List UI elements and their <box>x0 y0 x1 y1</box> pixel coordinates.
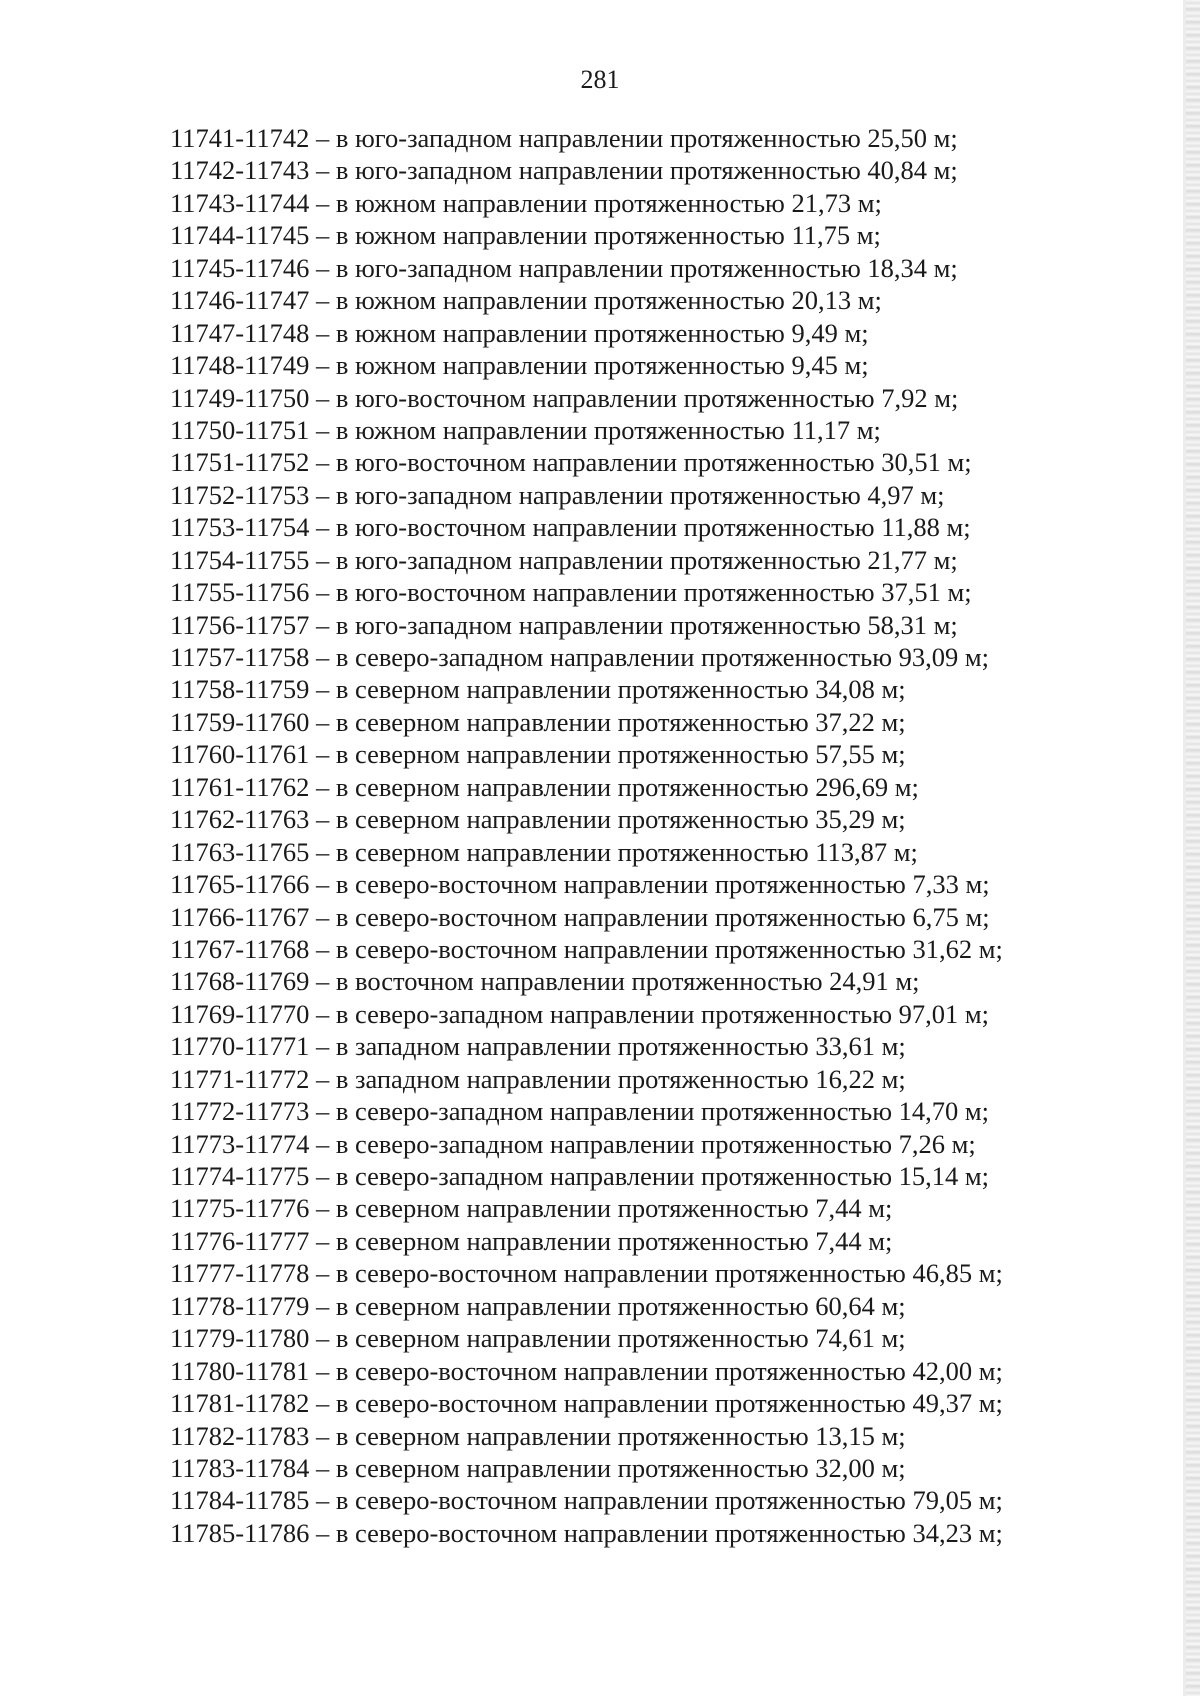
segment-id: 11742-11743 <box>170 155 310 186</box>
segment-id: 11771-11772 <box>170 1063 310 1094</box>
segment-id: 11750-11751 <box>170 414 310 445</box>
segment-description: в северном направлении протяженностью 113,87 м; <box>335 836 918 867</box>
dash-separator: – <box>309 642 336 672</box>
list-item <box>170 252 1003 284</box>
segment-id: 11749-11750 <box>170 382 310 413</box>
list-item <box>170 673 1003 705</box>
dash-separator: – <box>309 933 336 964</box>
segment-id: 11782-11783 <box>170 1420 310 1451</box>
segment-id: 11748-11749 <box>170 350 310 381</box>
segment-description: в северо-восточном направлении протяженностью 34,23 м; <box>335 1517 1003 1548</box>
segment-description: в северо-западном направлении протяженностью 15,14 м; <box>335 1161 990 1191</box>
dash-separator: – <box>309 609 336 640</box>
list-item <box>170 349 1003 381</box>
segment-id: 11778-11779 <box>170 1290 310 1321</box>
boundary-description-list <box>170 122 1003 1549</box>
segment-id: 11759-11760 <box>170 706 310 737</box>
dash-separator: – <box>309 966 336 997</box>
segment-description: в юго-западном направлении протяженностью 21,77 м; <box>335 544 958 575</box>
segment-description: в северо-западном направлении протяженностью 14,70 м; <box>335 1096 990 1127</box>
segment-description: в северо-западном направлении протяженностью 7,26 м; <box>335 1128 976 1159</box>
dash-separator: – <box>309 1388 336 1419</box>
segment-id: 11784-11785 <box>170 1485 310 1516</box>
list-item <box>170 1257 1003 1289</box>
dash-separator: – <box>309 1290 336 1321</box>
list-item <box>170 1128 1003 1160</box>
segment-description: в южном направлении протяженностью 21,73 м; <box>335 187 882 218</box>
segment-id: 11747-11748 <box>170 317 310 348</box>
list-item <box>170 479 1003 511</box>
list-item <box>170 868 1003 900</box>
list-item <box>170 122 1003 154</box>
segment-description: в северо-восточном направлении протяженностью 7,33 м; <box>335 869 990 900</box>
list-item <box>170 771 1003 803</box>
segment-description: в юго-западном направлении протяженностью 58,31 м; <box>335 609 958 640</box>
segment-description: в юго-восточном направлении протяженностью 7,92 м; <box>335 382 959 413</box>
dash-separator: – <box>309 187 336 218</box>
segment-id: 11746-11747 <box>170 285 310 316</box>
segment-description: в северо-восточном направлении протяженностью 46,85 м; <box>335 1258 1003 1289</box>
segment-description: в юго-восточном направлении протяженностью 37,51 м; <box>335 577 972 608</box>
dash-separator: – <box>309 252 336 283</box>
dash-separator: – <box>309 901 336 932</box>
list-item <box>170 382 1003 414</box>
segment-id: 11752-11753 <box>170 479 310 510</box>
segment-description: в северном направлении протяженностью 35,29 м; <box>335 804 906 835</box>
segment-id: 11785-11786 <box>170 1517 310 1548</box>
list-item <box>170 836 1003 868</box>
list-item <box>170 1387 1003 1419</box>
segment-description: в южном направлении протяженностью 11,75 м; <box>335 220 881 251</box>
segment-id: 11783-11784 <box>170 1452 310 1483</box>
dash-separator: – <box>309 998 336 1029</box>
list-item <box>170 1517 1003 1549</box>
segment-id: 11753-11754 <box>170 512 310 543</box>
list-item <box>170 544 1003 576</box>
dash-separator: – <box>309 1063 336 1094</box>
list-item <box>170 154 1003 186</box>
dash-separator: – <box>309 869 336 900</box>
list-item <box>170 1030 1003 1062</box>
segment-description: в северном направлении протяженностью 13,15 м; <box>335 1420 906 1451</box>
list-item <box>170 609 1003 641</box>
segment-description: в северном направлении протяженностью 37,22 м; <box>335 706 906 737</box>
dash-separator: – <box>309 1355 336 1386</box>
dash-separator: – <box>309 479 336 510</box>
segment-description: в восточном направлении протяженностью 24,91 м; <box>335 966 920 997</box>
segment-description: в юго-восточном направлении протяженностью 11,88 м; <box>335 512 971 543</box>
dash-separator: – <box>309 512 336 543</box>
segment-description: в южном направлении протяженностью 9,45 м; <box>335 350 869 381</box>
dash-separator: – <box>309 836 336 867</box>
list-item <box>170 219 1003 251</box>
segment-id: 11762-11763 <box>170 804 310 835</box>
segment-id: 11751-11752 <box>170 447 310 478</box>
dash-separator: – <box>309 1517 336 1548</box>
segment-description: в северном направлении протяженностью 60,64 м; <box>335 1290 906 1321</box>
segment-description: в северном направлении протяженностью 32,00 м; <box>335 1452 906 1483</box>
list-item <box>170 1355 1003 1387</box>
scan-edge <box>1186 0 1200 1696</box>
list-item <box>170 1420 1003 1452</box>
segment-description: в южном направлении протяженностью 9,49 м; <box>335 317 869 348</box>
segment-id: 11769-11770 <box>170 998 310 1029</box>
list-item <box>170 1095 1003 1127</box>
list-item <box>170 511 1003 543</box>
segment-id: 11763-11765 <box>170 836 310 867</box>
segment-id: 11767-11768 <box>170 933 310 964</box>
dash-separator: – <box>309 1485 336 1516</box>
dash-separator: – <box>309 447 336 478</box>
segment-description: в северо-восточном направлении протяженностью 49,37 м; <box>335 1388 1003 1419</box>
segment-id: 11770-11771 <box>170 1031 310 1062</box>
dash-separator: – <box>309 1031 336 1062</box>
segment-description: в северном направлении протяженностью 57,55 м; <box>335 739 906 770</box>
list-item <box>170 1452 1003 1484</box>
dash-separator: – <box>309 414 336 445</box>
list-item <box>170 738 1003 770</box>
page-number: 281 <box>580 65 620 94</box>
dash-separator: – <box>309 285 336 316</box>
segment-description: в южном направлении протяженностью 20,13 м; <box>335 285 882 316</box>
segment-id: 11756-11757 <box>170 609 310 640</box>
dash-separator: – <box>309 1258 336 1289</box>
segment-description: в северо-восточном направлении протяженностью 42,00 м; <box>335 1355 1003 1386</box>
segment-description: в юго-западном направлении протяженностью 25,50 м; <box>335 123 958 153</box>
list-item <box>170 998 1003 1030</box>
dash-separator: – <box>309 1225 336 1256</box>
dash-separator: – <box>309 706 336 737</box>
dash-separator: – <box>309 577 336 608</box>
segment-id: 11765-11766 <box>170 869 310 900</box>
segment-id: 11760-11761 <box>170 739 310 770</box>
dash-separator: – <box>309 739 336 770</box>
dash-separator: – <box>309 1161 336 1191</box>
segment-description: в западном направлении протяженностью 33,61 м; <box>335 1031 906 1062</box>
segment-id: 11768-11769 <box>170 966 310 997</box>
dash-separator: – <box>309 804 336 835</box>
segment-id: 11779-11780 <box>170 1323 310 1354</box>
list-item <box>170 901 1003 933</box>
dash-separator: – <box>309 350 336 381</box>
list-item <box>170 1160 1003 1192</box>
segment-id: 11745-11746 <box>170 252 310 283</box>
list-item <box>170 284 1003 316</box>
dash-separator: – <box>309 1323 336 1354</box>
list-item <box>170 803 1003 835</box>
list-item <box>170 446 1003 478</box>
segment-description: в северном направлении протяженностью 7,44 м; <box>335 1193 893 1224</box>
segment-description: в северо-западном направлении протяженностью 97,01 м; <box>335 998 990 1029</box>
dash-separator: – <box>309 155 336 186</box>
segment-id: 11766-11767 <box>170 901 310 932</box>
segment-id: 11758-11759 <box>170 674 310 705</box>
list-item <box>170 965 1003 997</box>
dash-separator: – <box>309 1420 336 1451</box>
segment-id: 11777-11778 <box>170 1258 310 1289</box>
segment-id: 11757-11758 <box>170 642 310 672</box>
list-item <box>170 933 1003 965</box>
segment-id: 11741-11742 <box>170 123 310 153</box>
segment-description: в северном направлении протяженностью 296,69 м; <box>335 771 919 802</box>
segment-description: в северном направлении протяженностью 74,61 м; <box>335 1323 906 1354</box>
list-item <box>170 317 1003 349</box>
segment-description: в юго-западном направлении протяженностью 40,84 м; <box>335 155 958 186</box>
segment-description: в южном направлении протяженностью 11,17 м; <box>335 414 881 445</box>
list-item <box>170 1290 1003 1322</box>
list-item <box>170 706 1003 738</box>
dash-separator: – <box>309 544 336 575</box>
segment-description: в северо-восточном направлении протяженностью 31,62 м; <box>335 933 1003 964</box>
list-item <box>170 187 1003 219</box>
dash-separator: – <box>309 1452 336 1483</box>
list-item <box>170 1484 1003 1516</box>
segment-description: в северном направлении протяженностью 34,08 м; <box>335 674 906 705</box>
segment-description: в юго-западном направлении протяженностью 18,34 м; <box>335 252 958 283</box>
segment-id: 11775-11776 <box>170 1193 310 1224</box>
segment-id: 11761-11762 <box>170 771 310 802</box>
list-item <box>170 576 1003 608</box>
list-item <box>170 1063 1003 1095</box>
list-item <box>170 1192 1003 1224</box>
segment-id: 11743-11744 <box>170 187 310 218</box>
segment-description: в северо-западном направлении протяженностью 93,09 м; <box>335 642 990 672</box>
list-item <box>170 641 1003 673</box>
segment-description: в северо-восточном направлении протяженностью 6,75 м; <box>335 901 990 932</box>
segment-id: 11773-11774 <box>170 1128 310 1159</box>
segment-id: 11744-11745 <box>170 220 310 251</box>
segment-description: в юго-западном направлении протяженностью 4,97 м; <box>335 479 945 510</box>
segment-id: 11774-11775 <box>170 1161 310 1191</box>
segment-id: 11754-11755 <box>170 544 310 575</box>
segment-id: 11755-11756 <box>170 577 310 608</box>
dash-separator: – <box>309 1193 336 1224</box>
segment-description: в юго-восточном направлении протяженностью 30,51 м; <box>335 447 972 478</box>
segment-id: 11780-11781 <box>170 1355 310 1386</box>
dash-separator: – <box>309 1096 336 1127</box>
list-item <box>170 414 1003 446</box>
segment-id: 11776-11777 <box>170 1225 310 1256</box>
segment-description: в северо-восточном направлении протяженностью 79,05 м; <box>335 1485 1003 1516</box>
segment-id: 11772-11773 <box>170 1096 310 1127</box>
list-item <box>170 1225 1003 1257</box>
dash-separator: – <box>309 771 336 802</box>
dash-separator: – <box>309 123 336 153</box>
dash-separator: – <box>309 674 336 705</box>
list-item <box>170 1322 1003 1354</box>
segment-description: в западном направлении протяженностью 16,22 м; <box>335 1063 906 1094</box>
dash-separator: – <box>309 220 336 251</box>
dash-separator: – <box>309 382 336 413</box>
segment-id: 11781-11782 <box>170 1388 310 1419</box>
dash-separator: – <box>309 1128 336 1159</box>
dash-separator: – <box>309 317 336 348</box>
segment-description: в северном направлении протяженностью 7,44 м; <box>335 1225 893 1256</box>
